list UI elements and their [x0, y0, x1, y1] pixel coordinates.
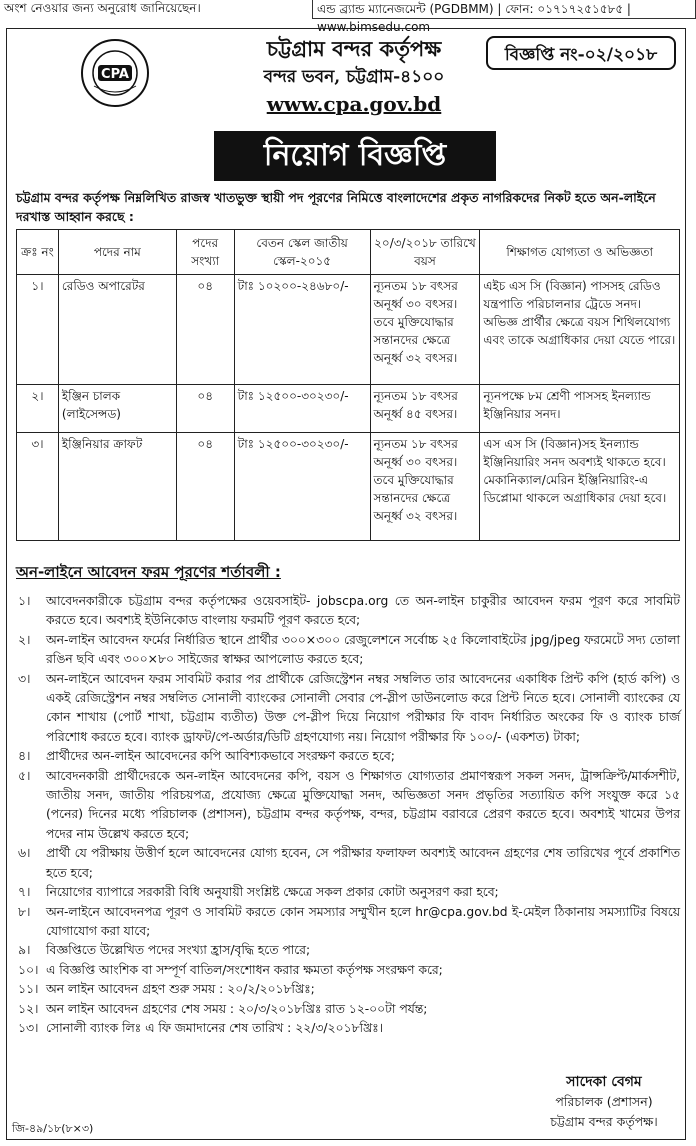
condition-text: অন লাইন আবেদন গ্রহণ শুরু সময় : ২০/২/২০১৮খ্রিঃ; [46, 982, 315, 997]
condition-text: এ বিজ্ঞপ্তি আংশিক বা সম্পূর্ণ বাতিল/সংশোধন করার ক্ষমতা কর্তৃপক্ষ সংরক্ষণ করে; [46, 962, 443, 977]
cell-count: ০৪ [176, 385, 234, 433]
cell-sl: ৩। [17, 433, 59, 541]
col-header-sl: ক্রঃ নং [17, 230, 59, 275]
list-item [18, 670, 680, 748]
condition-number: ৬। [18, 846, 31, 861]
cell-sl: ২। [17, 385, 59, 433]
condition-text: আবেদনকারীকে চট্টগ্রাম বন্দর কর্তৃপক্ষের ওয়েবসাইট- jobscpa.org তে অন-লাইন চাকুরীর আবেদন ফরম পূরণ করে সাবমিট করতে হবে। অবশ্যই ইউনিকোড বাংলায় ফরমটি পূরণ করতে হবে; [46, 594, 680, 628]
cell-scale: টাঃ ১২৫০০-৩০২৩০/- [234, 433, 370, 541]
cell-sl: ১। [17, 275, 59, 385]
org-address: বন্দর ভবন, চট্টগ্রাম-৪১০০ [263, 67, 445, 87]
table-row [17, 275, 680, 385]
signatory-org: চট্টগ্রাম বন্দর কর্তৃপক্ষ। [550, 1114, 658, 1129]
table-row [17, 433, 680, 541]
cell-post: ইঞ্জিন চালক (লাইসেন্সড) [58, 385, 176, 433]
cell-qualification: এইচ এস সি (বিজ্ঞান) পাসসহ রেডিও যন্ত্রপাতি পরিচালনার ট্রেডে সনদ। অভিজ্ঞ প্রার্থীর ক্ষেত্রে বয়স শিথিলযোগ্য এবং তাকে অগ্রাধিকার দেয়া যেতে পারে। [480, 275, 680, 385]
condition-number: ৩। [18, 671, 31, 686]
list-item [18, 592, 680, 631]
cell-age: ন্যূনতম ১৮ বৎসর অনূর্ধ্ব ৩০ বৎসর। তবে মুক্তিযোদ্ধার সন্তানদের ক্ষেত্রে অনূর্ধ্ব ৩২ বৎসর। [370, 275, 480, 385]
condition-number: ৮। [18, 904, 31, 919]
header [214, 34, 494, 118]
cell-qualification: ন্যূনপক্ষে ৮ম শ্রেণী পাসসহ ইনল্যান্ড ইঞ্জিনিয়ার সনদ। [480, 385, 680, 433]
condition-number: ১। [18, 594, 31, 608]
cell-post: রেডিও অপারেটর [58, 275, 176, 385]
notice-number: বিজ্ঞপ্তি নং-০২/২০১৮ [486, 36, 676, 70]
list-item [18, 1000, 680, 1019]
list-item [18, 883, 680, 902]
condition-number: ২। [18, 632, 31, 647]
posts-table [16, 229, 680, 541]
col-header-count: পদের সংখ্যা [176, 230, 234, 275]
signatory-name: সাদেকা বেগম [566, 1074, 642, 1090]
condition-text: সোনালী ব্যাংক লিঃ এ ফি জমাদানের শেষ তারিখ : ২২/৩/২০১৮খ্রিঃ। [46, 1020, 384, 1035]
condition-number: ৫। [18, 768, 31, 783]
signatory-designation: পরিচালক (প্রশাসন) [555, 1094, 653, 1109]
condition-text: অন লাইন আবেদন গ্রহণের শেষ সময় : ২০/৩/২০১৮খ্রিঃ রাত ১২-০০টা পর্যন্ত; [46, 1001, 428, 1016]
table-header-row [17, 230, 680, 275]
conditions-list [18, 592, 680, 1038]
condition-text: প্রার্থীদের অন-লাইন আবেদনের কপি আবিশ্যকভাবে সংরক্ষণ করতে হবে; [46, 749, 395, 764]
col-header-scale: বেতন স্কেল জাতীয় স্কেল-২০১৫ [234, 230, 370, 275]
condition-text: নিয়োগের ব্যাপারে সরকারী বিধি অনুযায়ী সংশ্লিষ্ট ক্ষেত্রে সকল প্রকার কোটা অনুসরণ করা হবে; [46, 885, 499, 900]
list-item [18, 941, 680, 960]
condition-number: ৭। [18, 885, 31, 900]
cell-age: ন্যূনতম ১৮ বৎসর অনূর্ধ্ব ৩০ বৎসর। তবে মুক্তিযোদ্ধার সন্তানদের ক্ষেত্রে অনূর্ধ্ব ৩২ বৎসর। [370, 433, 480, 541]
top-strip-left-text: অংশ নেওয়ার জন্য অনুরোধ জানিয়েছেন। [4, 1, 201, 15]
condition-number: ১১। [18, 982, 39, 997]
list-item [18, 903, 680, 942]
signature-block [524, 1072, 684, 1132]
condition-number: ১২। [18, 1001, 39, 1016]
list-item [18, 980, 680, 999]
cell-scale: টাঃ ১২৫০০-৩০২৩০/- [234, 385, 370, 433]
cell-age: ন্যূনতম ১৮ বৎসর অনূর্ধ্ব ৪৫ বৎসর। [370, 385, 480, 433]
top-strip-right-text: এন্ড ব্র্যান্ড ম্যানেজমেন্ট (PGDBMM) | ফোন: ০১৭১৭২৫১৫৮৫ | www.bimsedu.com [312, 0, 696, 19]
top-strip [0, 0, 696, 34]
cpa-logo-icon [80, 38, 150, 108]
condition-text: বিজ্ঞপ্তিতে উল্লেখিত পদের সংখ্যা হ্রাস/বৃদ্ধি হতে পারে; [46, 943, 311, 958]
condition-number: ৯। [18, 943, 31, 958]
cell-post: ইঞ্জিনিয়ার ক্রাফট [58, 433, 176, 541]
condition-text: অন-লাইনে আবেদন ফরম সাবমিট করার পর প্রার্থীকে রেজিস্ট্রেশন নম্বর সম্বলিত তার আবেদনের একাধিক প্রিন্ট কপি (হার্ড কপি) ও একই রেজিস্ট্রেশন নম্বর সম্বলিত সোনালী ব্যাংকের সোনালী সেবার পে-স্লীপ ডাউনলোড করে প্রিন্ট নিতে হবে। সোনালী ব্যাংকের যে কোন শাখায় (পোর্ট শাখা, চট্টগ্রাম ব্যতীত) উক্ত পে-স্লীপ দিয়ে নিয়োগ পরীক্ষার ফি বাবদ নির্ধারিত অংকের ফি ও ব্যাংক চার্জ পরিশোধ করতে হবে। ব্যাংক ড্রাফট/পে-অর্ডার/ডিটি গ্রহণযোগ্য নয়। নিয়োগ পরীক্ষার ফি ১০০/- (একশত) টাকা; [46, 671, 680, 744]
condition-number: ৪। [18, 749, 31, 764]
list-item [18, 1019, 680, 1038]
list-item [18, 844, 680, 883]
org-website-link[interactable]: www.cpa.gov.bd [266, 92, 442, 116]
condition-text: আবেদনকারী প্রার্থীদেরকে অন-লাইন আবেদনের কপি, বয়স ও শিক্ষাগত যোগ্যতার প্রমাণস্বরূপ সকল সনদ, ট্রান্সক্রিপ্ট/মার্কসশীট, জাতীয় সনদ, জাতীয় পরিচয়পত্র, প্রযোজ্য ক্ষেত্রে মুক্তিযোদ্ধা সনদ, অভিজ্ঞতা সনদ প্রভৃতির সত্যায়িত কপি সংযুক্ত করে ১৫ (পনের) দিনের মধ্যে পরিচালক (প্রশাসন), চট্টগ্রাম বন্দর কর্তৃপক্ষ, বন্দর, চট্টগ্রাম বরাবরে প্রেরণ করতে হবে। অবশ্যই খামের উপর পদের নাম উল্লেখ করতে হবে; [46, 768, 680, 841]
intro-text: চট্টগ্রাম বন্দর কর্তৃপক্ষ নিম্নলিখিত রাজস্ব খাতভুক্ত স্থায়ী পদ পূরণের নিমিত্তে বাংলাদেশের প্রকৃত নাগরিকদের নিকট হতে অন-লাইনে দরখাস্ত আহ্বান করছে : [16, 190, 656, 224]
condition-text: অন-লাইনে আবেদনপত্র পূরণ ও সাবমিট করতে কোন সমস্যার সম্মুখীন হলে hr@cpa.gov.bd ই-মেইল ঠিকানায় সমস্যাটির বিষয়ে যোগাযোগ করা যাবে; [46, 904, 680, 938]
cell-count: ০৪ [176, 275, 234, 385]
cell-scale: টাঃ ১০২০০-২৪৬৮০/- [234, 275, 370, 385]
col-header-qualification: শিক্ষাগত যোগ্যতা ও অভিজ্ঞতা [480, 230, 680, 275]
org-name: চট্টগ্রাম বন্দর কর্তৃপক্ষ [266, 36, 442, 61]
cpa-logo [80, 38, 150, 108]
page-title: নিয়োগ বিজ্ঞপ্তি [214, 131, 496, 181]
col-header-post: পদের নাম [58, 230, 176, 275]
list-item [18, 961, 680, 980]
conditions-title: অন-লাইনে আবেদন ফরম পূরণের শর্তাবলী : [16, 563, 281, 581]
condition-text: অন-লাইন আবেদন ফর্মের নির্ধারিত স্থানে প্রার্থীর ৩০০×৩০০ রেজুলেশনে সর্বোচ্চ ২৫ কিলোবাইটের jpg/jpeg ফরমেটে সদ্য তোলা রঙিন ছবি এবং ৩০০×৮০ সাইজের স্বাক্ষর আপলোড করতে হবে; [46, 632, 680, 667]
list-item [18, 747, 680, 766]
list-item [18, 631, 680, 670]
cell-qualification: এস এস সি (বিজ্ঞান)সহ ইনল্যান্ড ইঞ্জিনিয়ারিং সনদ অবশ্যই থাকতে হবে। মেকানিক্যাল/মেরিন ইঞ্জিনিয়ারিং-এ ডিপ্লোমা থাকলে অগ্রাধিকার দেয়া হবে। [480, 433, 680, 541]
logo-center-text: CPA [101, 67, 129, 82]
condition-number: ১৩। [18, 1020, 39, 1035]
list-item [18, 767, 680, 845]
reference-number: জি-৪৯/১৮(৮×৩) [12, 1122, 94, 1135]
condition-text: প্রার্থী যে পরীক্ষায় উত্তীর্ণ হলে আবেদনের যোগ্য হবেন, সে পরীক্ষার ফলাফল অবশ্যই আবেদন গ্রহণের শেষ তারিখের পূর্বে প্রকাশিত হতে হবে; [46, 846, 680, 880]
cell-count: ০৪ [176, 433, 234, 541]
col-header-age: ২০/৩/২০১৮ তারিখে বয়স [370, 230, 480, 275]
condition-number: ১০। [18, 962, 39, 977]
table-row [17, 385, 680, 433]
